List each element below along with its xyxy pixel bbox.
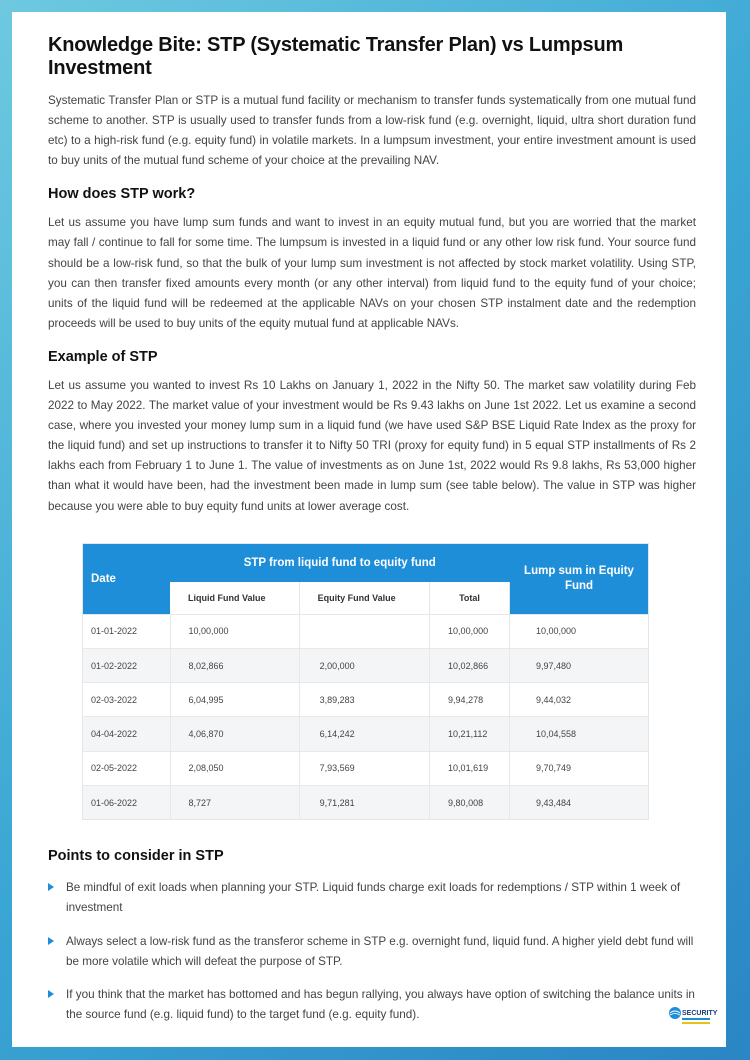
how-stp-works-paragraph: Let us assume you have lump sum funds and want to invest in an equity mutual fund, but you are worried that the market may fall / continue to fall for some time. The lumpsum is invested in a liquid fund or any other low risk fund. Your source fund should be a low-risk fund, so that the bulk of your lump sum investment is not affected by stock market volatility. Using STP, you can then transfer fixed amounts every month (or any other interval) from liquid fund to the equity fund of your choice; units of the liquid fund will be redeemed at the applicable NAVs on your chosen STP instalment date and the redemption proceeds will be used to buy units of the equity mutual fund at applicable NAVs. <box>48 216 696 330</box>
bullet-arrow-icon <box>48 990 54 998</box>
cell-liquid: 6,04,995 <box>170 683 299 717</box>
example-paragraph: Let us assume you wanted to invest Rs 10 Lakhs on January 1, 2022 in the Nifty 50. The market saw volatility during Feb 2022 to May 2022. The market value of your investment would be Rs 9.43 lakhs on June 1st 2022. Let us examine a second case, where you invested your money lump sum in a liquid fund (we have used S&P BSE Liquid Rate Index as the proxy for the liquid fund) and set up instructions to transfer it to Nifty 50 TRI (proxy for equity fund) in 5 equal STP installments of Rs 2 lakhs each from February 1 to June 1. The value of investments as on June 1st, 2022 would Rs 9.8 lakhs, Rs 53,000 higher than what it would have been, had the investment been made in lump sum (see table below). The value in STP was higher because you were able to buy equity fund units at lower average cost. <box>48 378 696 513</box>
title-prefix: Knowledge Bite: <box>48 34 202 56</box>
cell-equity <box>299 614 429 648</box>
cell-lump: 10,00,000 <box>510 614 649 648</box>
cell-date: 04-04-2022 <box>83 717 171 751</box>
company-logo <box>668 1003 718 1027</box>
list-item <box>48 985 696 1025</box>
col-header-equity: Equity Fund Value <box>299 582 429 615</box>
comparison-table-wrapper <box>82 543 649 821</box>
cell-liquid: 8,02,866 <box>170 648 299 682</box>
cell-total: 10,02,866 <box>430 648 510 682</box>
cell-date: 02-03-2022 <box>83 683 171 717</box>
cell-date: 01-02-2022 <box>83 648 171 682</box>
list-item <box>48 878 696 918</box>
table-row <box>83 648 649 682</box>
page-title <box>48 34 696 80</box>
cell-total: 10,00,000 <box>430 614 510 648</box>
cell-liquid: 4,06,870 <box>170 717 299 751</box>
points-section <box>48 848 696 1025</box>
col-header-stp-group: STP from liquid fund to equity fund <box>170 543 510 582</box>
table-row <box>83 683 649 717</box>
bullet-arrow-icon <box>48 883 54 891</box>
col-header-liquid: Liquid Fund Value <box>170 582 299 615</box>
cell-lump: 9,43,484 <box>510 786 649 820</box>
section-heading-how-stp-works: How does STP work? <box>48 186 196 203</box>
cell-total: 9,80,008 <box>430 786 510 820</box>
cell-lump: 9,70,749 <box>510 751 649 785</box>
globe-logo-icon <box>668 1003 718 1027</box>
cell-total: 9,94,278 <box>430 683 510 717</box>
cell-lump: 10,04,558 <box>510 717 649 751</box>
cell-lump: 9,97,480 <box>510 648 649 682</box>
cell-date: 01-06-2022 <box>83 786 171 820</box>
table-row <box>83 786 649 820</box>
table-row <box>83 614 649 648</box>
section-heading-points: Points to consider in STP <box>48 848 224 865</box>
table-row <box>83 717 649 751</box>
title-main: STP (Systematic Transfer Plan) vs Lumpsum Investment <box>48 34 624 79</box>
cell-equity: 2,00,000 <box>299 648 429 682</box>
cell-total: 10,01,619 <box>430 751 510 785</box>
point-text: Be mindful of exit loads when planning your STP. Liquid funds charge exit loads for redemptions / STP within 1 week of investment <box>66 881 681 915</box>
cell-equity: 3,89,283 <box>299 683 429 717</box>
section-heading-example: Example of STP <box>48 348 158 365</box>
comparison-table <box>82 543 649 821</box>
point-text: Always select a low-risk fund as the transferor scheme in STP e.g. overnight fund, liquid fund. A higher yield debt fund will be more volatile which will defeat the purpose of STP. <box>66 934 694 968</box>
points-list <box>48 878 696 1025</box>
cell-liquid: 8,727 <box>170 786 299 820</box>
logo-text: SECURITY <box>682 1010 718 1017</box>
intro-paragraph: Systematic Transfer Plan or STP is a mutual fund facility or mechanism to transfer funds systematically from one mutual fund scheme to another. STP is usually used to transfer funds from a low-risk fund (e.g. overnight, liquid, ultra short duration fund etc) to a high-risk fund (e.g. equity fund) in volatile markets. In a lumpsum investment, your entire investment amount is used to buy units of the mutual fund scheme of your choice at the prevailing NAV. <box>48 94 696 168</box>
cell-equity: 9,71,281 <box>299 786 429 820</box>
bullet-arrow-icon <box>48 937 54 945</box>
list-item <box>48 932 696 972</box>
document-page <box>12 12 726 1047</box>
cell-liquid: 2,08,050 <box>170 751 299 785</box>
cell-liquid: 10,00,000 <box>170 614 299 648</box>
cell-equity: 7,93,569 <box>299 751 429 785</box>
cell-equity: 6,14,242 <box>299 717 429 751</box>
point-text: If you think that the market has bottomed and has begun rallying, you always have option of switching the balance units in the source fund (e.g. liquid fund) to the target fund (e.g. equity fund). <box>66 987 695 1021</box>
cell-date: 02-05-2022 <box>83 751 171 785</box>
col-header-lumpsum: Lump sum in Equity Fund <box>510 543 649 614</box>
col-header-total: Total <box>430 582 510 615</box>
col-header-date: Date <box>83 543 171 614</box>
table-row <box>83 751 649 785</box>
cell-lump: 9,44,032 <box>510 683 649 717</box>
cell-date: 01-01-2022 <box>83 614 171 648</box>
cell-total: 10,21,112 <box>430 717 510 751</box>
